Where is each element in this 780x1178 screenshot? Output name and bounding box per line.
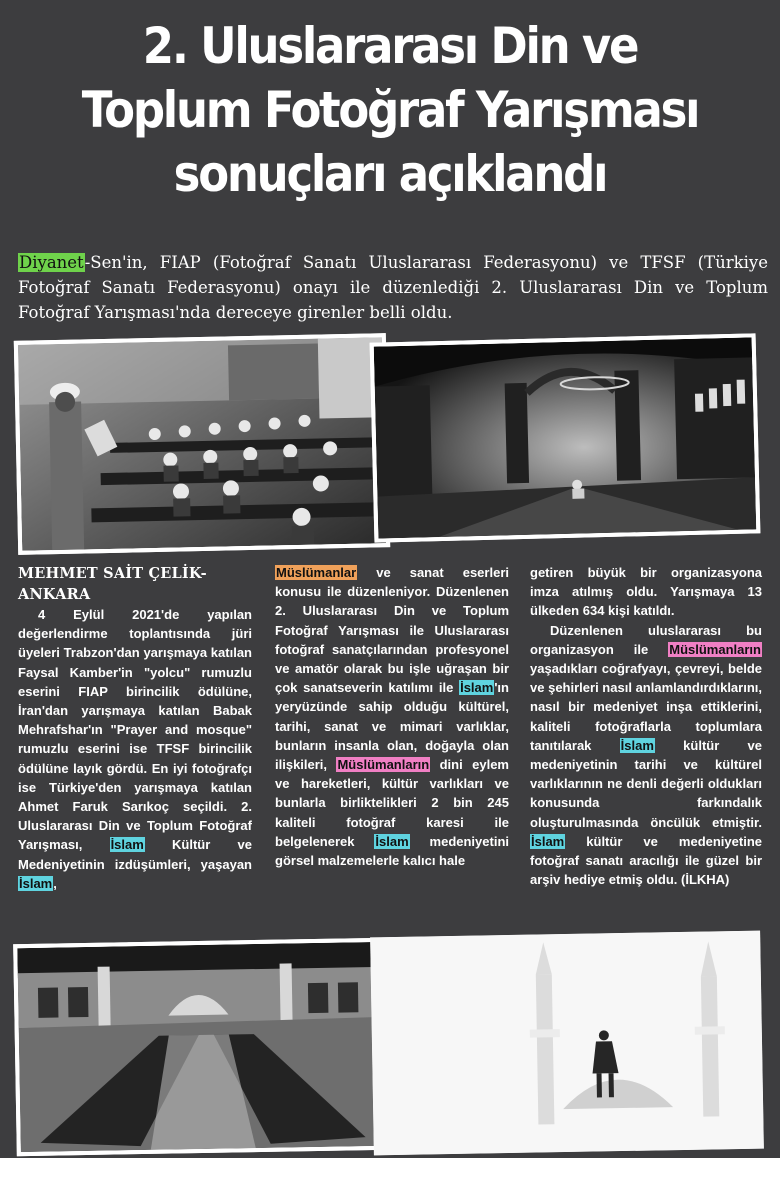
highlight-islam: İslam xyxy=(531,833,565,849)
snowy-mosque-photo xyxy=(370,931,764,1156)
headline xyxy=(39,14,741,206)
classroom-image xyxy=(18,337,386,551)
mosque-courtyard-photo xyxy=(13,938,389,1156)
col1-text-3: , xyxy=(53,875,57,891)
highlight-islam: İslam xyxy=(19,875,53,891)
article-column-1 xyxy=(18,563,252,893)
col2-text-2: 'ın yeryüzünde sahip olduğu kültürel, tarihi, sanat ve mimari varlıklar, bunların insanla olan, doğayla olan ilişkileri, xyxy=(275,680,509,773)
highlight-muslumanlar: Müslümanlar xyxy=(276,565,357,580)
col3-text-5: kültür ve medeniyetine fotoğraf sanatı aracılığı ile güzel bir arşiv hediye etmiş oldu. (İLKHA) xyxy=(530,833,762,888)
column-3-paragraph xyxy=(530,621,762,890)
col3-text-2: Düzenlenen uluslararası bu organizasyon ile xyxy=(530,622,762,657)
column-1-text xyxy=(18,605,252,893)
highlight-muslumanlarin: Müslümanların xyxy=(337,757,430,773)
lead-paragraph xyxy=(18,250,768,325)
col3-text-3: yaşadıkları coğrafyayı, çevreyi, belde ve şehirleri nasıl anlamlandırdıklarını, nasıl bir medeniyet inşa ettiklerini, kaliteli fotoğraflarla toplumlara tanıtılarak xyxy=(530,661,762,753)
highlight-diyanet: Diyanet xyxy=(19,253,84,272)
article-column-3 xyxy=(530,563,762,889)
col3-text-4: kültür ve medeniyetinin tarihi ve kültürel varlıklarının ne denli değerli oldukları konusunda farkındalık oluşturulmasında öncülük etmiştir. xyxy=(530,737,762,830)
highlight-islam: İslam xyxy=(375,833,409,849)
col2-text-3: dini eylem ve hareketleri, kültür varlıkları ve bunlarla birliktelikleri 2 bin 245 kaliteli fotoğraf karesi ile belgelenerek xyxy=(275,757,509,849)
headline-line-1: 2. Uluslararası Din ve xyxy=(142,17,638,75)
highlight-islam: İslam xyxy=(460,680,494,696)
lead-text: -Sen'in, FIAP (Fotoğraf Sanatı Uluslararası Federasyonu) ve TFSF (Türkiye Fotoğraf Sanatı Federasyonu) onayı ile düzenlediği 2. Uluslararası Din ve Toplum Fotoğraf Yarışması'nda dereceye girenler belli oldu. xyxy=(18,253,768,322)
col1-text-1: 4 Eylül 2021'de yapılan değerlendirme toplantısında jüri üyeleri Trabzon'dan yarışmaya katılan Faysal Kamber'in "yolcu" rumuzlu eserini FIAP birincilik ödülüne, İran'dan yarışmaya katılan Babak Mehrafshar'ın "Prayer and mosque" rumuzlu eserini ise TFSF birincilik ödülüne layık gördü. En iyi fotoğrafçı ise Türkiye'den yarışmaya katılan Ahmet Faruk Sarıkoç seçildi. 2. Uluslararası Din ve Toplum Fotoğraf Yarışması, xyxy=(18,607,252,853)
classroom-photo xyxy=(14,333,390,555)
mosque-courtyard-image xyxy=(17,942,385,1152)
col1-text-2: Kültür ve Medeniyetinin izdüşümleri, yaşayan xyxy=(18,837,252,872)
highlight-islam: İslam xyxy=(620,737,654,753)
mosque-interior-photo xyxy=(370,333,761,542)
highlight-islam: İslam xyxy=(110,837,144,853)
col2-text-4: medeniyetini görsel malzemelerle kalıcı hale xyxy=(275,833,509,869)
col3-text-1: getiren büyük bir organizasyona imza atılmış oldu. Yarışmaya 13 ülkeden 634 kişi katıldı. xyxy=(530,565,762,619)
mosque-interior-image xyxy=(374,337,757,538)
col2-text-1: ve sanat eserleri konusu ile düzenleniyor. Düzenlenen 2. Uluslararası Din ve Toplum Fotoğraf Yarışması ile Uluslararası fotoğraf sanatçılarından profesyonel ve amatör olarak bu işle uğraşan bir çok sanatseverin katılımı ile xyxy=(275,565,509,696)
headline-line-3: sonuçları açıklandı xyxy=(173,145,607,203)
headline-line-2: Toplum Fotoğraf Yarışması xyxy=(81,81,699,139)
snowy-mosque-image xyxy=(370,931,764,1156)
byline: MEHMET SAİT ÇELİK-ANKARA xyxy=(18,565,207,603)
article-column-2 xyxy=(275,563,509,870)
highlight-muslumanlarin: Müslümanların xyxy=(669,641,761,657)
